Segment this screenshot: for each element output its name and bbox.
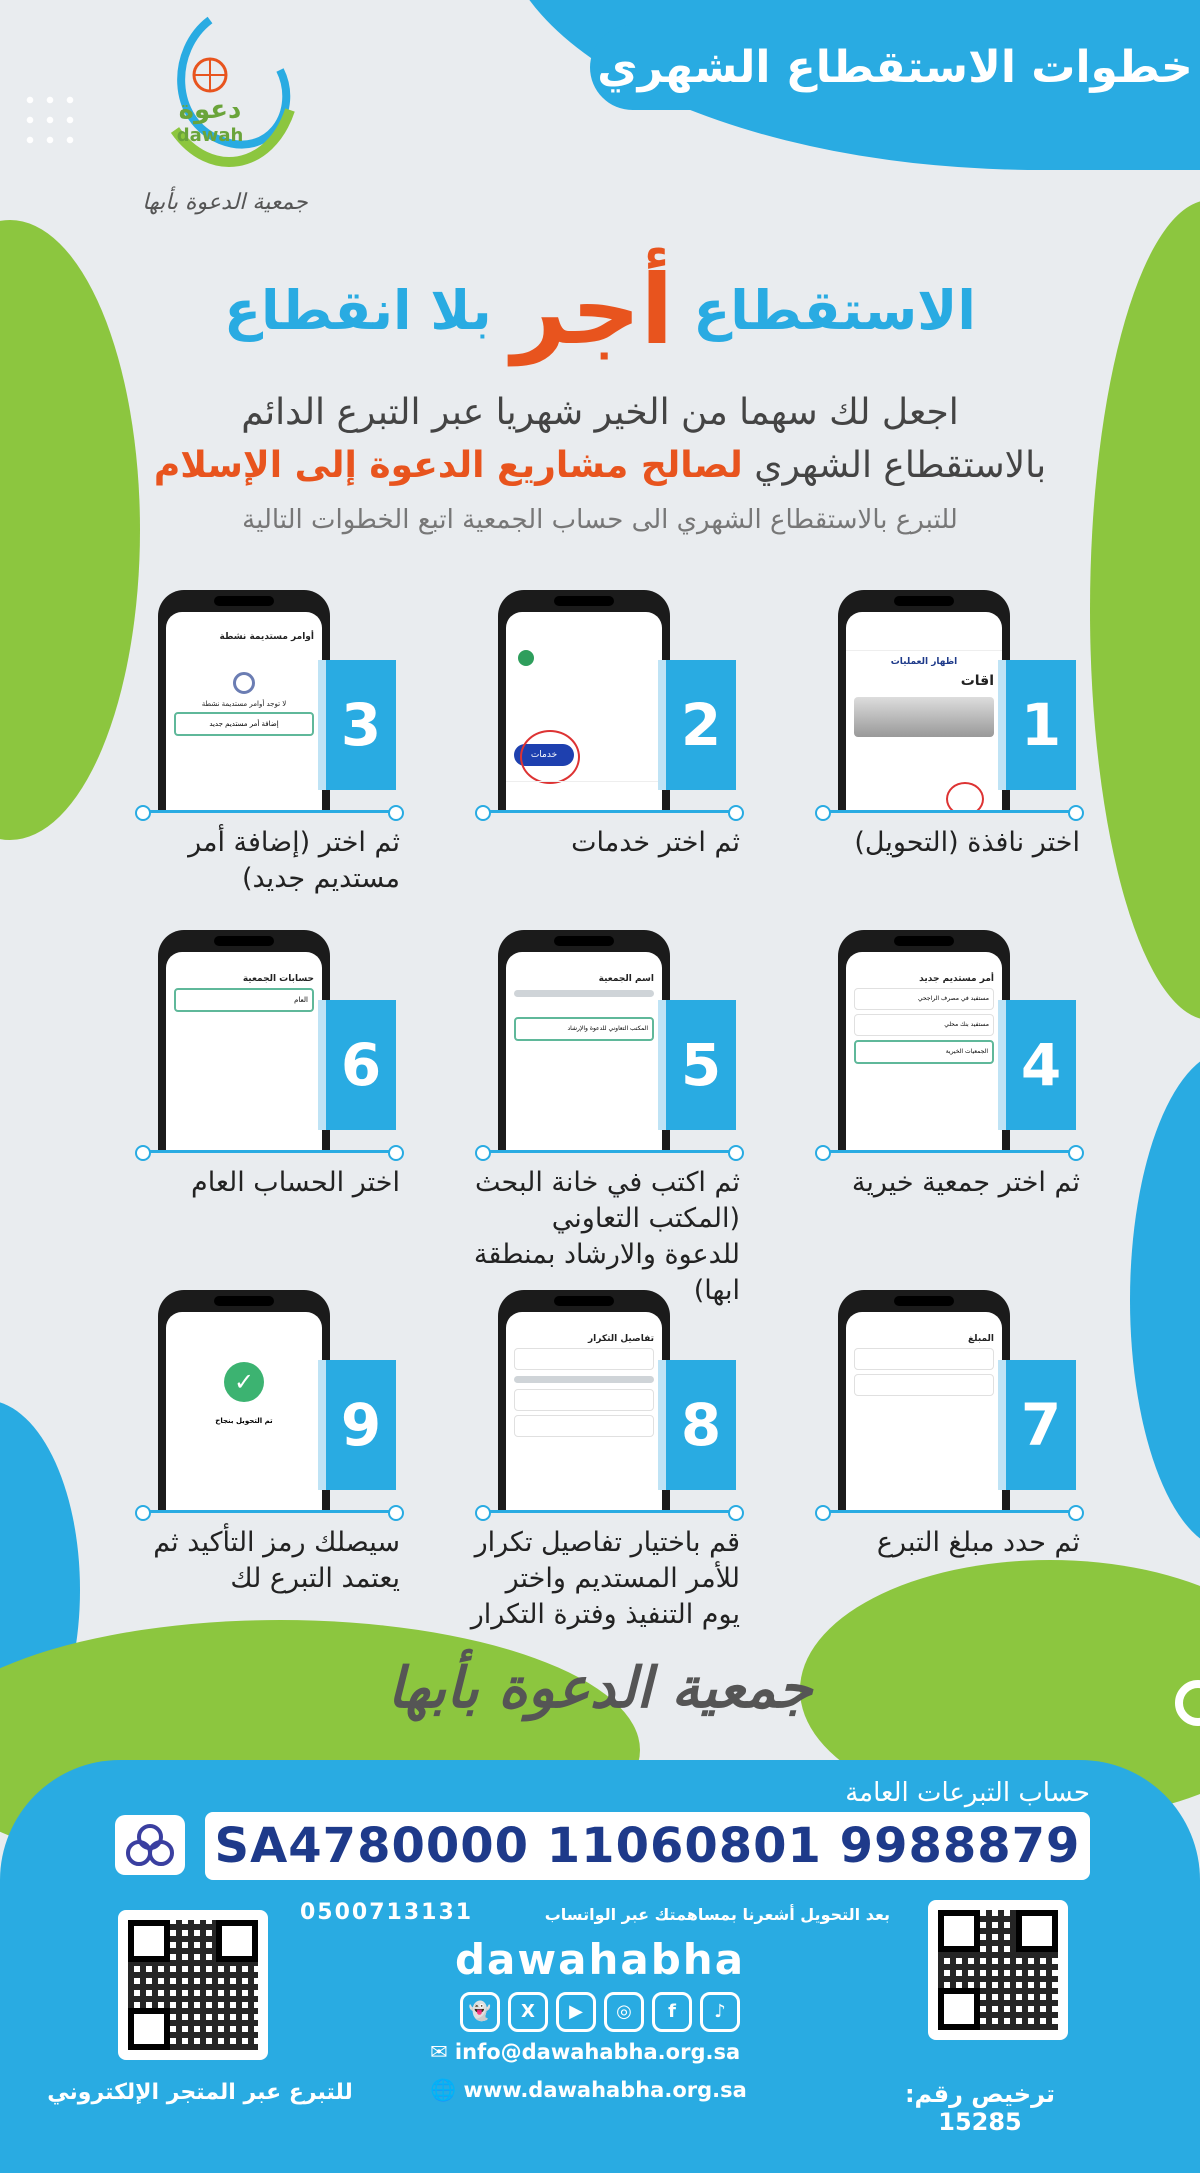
search-result-item[interactable]: المكتب التعاوني للدعوة والإرشاد [514,1017,654,1041]
avatar [518,650,534,666]
page-title: خطوات الاستقطاع الشهري [590,25,1200,110]
list-item[interactable]: مستفيد في مصرف الراجحي [854,988,994,1010]
phone-screen [166,1312,322,1512]
step-number-tab [1006,660,1076,790]
amount-field[interactable] [854,1348,994,1370]
whatsapp-note: بعد التحويل أشعرنا بمساهمتك عبر الواتساب [544,1905,890,1924]
step-number-tab [326,660,396,790]
step-divider [140,1150,398,1153]
license-number: ترخيص رقم: 15285 [904,2080,1056,2136]
screen-title: اسم الجمعية [598,974,654,984]
phone-screen [166,612,322,812]
phone-number[interactable]: 0500713131 [300,1900,474,1925]
step-card-8 [470,1290,810,1630]
highlight-circle-icon [520,730,580,784]
screen-title: حسابات الجمعية [242,974,314,984]
list-item[interactable]: مستفيد بنك محلي [854,1014,994,1036]
step-number: 3 [340,691,382,759]
phone-mockup [498,1290,670,1512]
hero-line3-b: لصالح مشاريع الدعوة إلى الإسلام [153,445,743,486]
step-card-4 [820,930,1150,1260]
step-number-tab [1006,1000,1076,1130]
logo-text: دعوة [178,95,242,125]
phone-screen [846,952,1002,1152]
iban-number[interactable]: SA4780000 11060801 9988879 [205,1812,1090,1880]
step-divider [140,1510,398,1513]
hero-title-big: أجر [511,254,674,366]
step-number: 8 [680,1391,722,1459]
step-text: ثم اكتب في خانة البحث (المكتب التعاوني للدعوة والارشاد بمنطقة ابها) [473,1167,740,1306]
step-card-2 [480,590,810,920]
end-date-field[interactable] [514,1415,654,1437]
step-number: 7 [1020,1391,1062,1459]
step-card-3 [140,590,470,920]
phone-mockup [498,590,670,812]
step-number: 2 [680,691,722,759]
tiktok-icon[interactable]: ♪ [700,1992,740,2032]
globe-icon: 🌐 [430,2078,457,2102]
step-text: ثم حدد مبلغ التبرع [876,1527,1080,1558]
step-text: سيصلك رمز التأكيد ثم يعتمد التبرع لك [153,1527,400,1594]
step-number-tab [666,660,736,790]
instagram-icon[interactable]: ◎ [604,1992,644,2032]
screen-title: أوامر مستديمة نشطة [219,632,314,642]
phone-mockup [838,1290,1010,1512]
phone-mockup [838,590,1010,812]
bank-logo-icon [115,1815,185,1875]
social-icons [455,1992,745,2032]
phone-screen [506,952,662,1152]
step-number: 4 [1020,1031,1062,1099]
email-icon: ✉ [430,2040,448,2064]
step-text: اختر نافذة (التحويل) [854,827,1080,858]
step-card-9 [140,1290,470,1620]
hero-title [0,255,1200,365]
phone-screen [846,1312,1002,1512]
step-number: 5 [680,1031,722,1099]
hero-line4: للتبرع بالاستقطاع الشهري الى حساب الجمعية اتبع الخطوات التالية [242,505,958,535]
screen-label: اقات [960,673,994,689]
footer-signature: جمعية الدعوة بأبها [387,1655,813,1721]
step-card-6 [140,930,470,1260]
step-number-tab [326,1000,396,1130]
step-divider [140,810,398,813]
brand-name: dawahabha [454,1935,746,1984]
hero-title-right: الاستقطاع [693,278,976,342]
highlight-circle-icon [946,782,984,812]
success-message: تم التحويل بنجاح [215,1417,273,1425]
screen-message: لا توجد أوامر مستديمة نشطة [201,700,287,708]
store-note: للتبرع عبر المتجر الإلكتروني [47,2080,353,2105]
services-button[interactable]: خدمات [514,744,574,766]
phone-mockup [838,930,1010,1152]
step-number: 9 [340,1391,382,1459]
email-row [430,2040,830,2064]
step-number-tab [1006,1360,1076,1490]
step-card-1 [820,590,1150,920]
step-number: 6 [340,1031,382,1099]
add-standing-order-button[interactable]: إضافة أمر مستديم جديد [174,712,314,736]
email-link[interactable]: info@dawahabha.org.sa [454,2040,741,2064]
logo-subtext: dawah [176,125,244,146]
screen-title: تفاصيل التكرار [587,1334,654,1344]
qr-code-whatsapp[interactable] [928,1900,1068,2040]
step-text: ثم اختر جمعية خيرية [851,1167,1080,1198]
step-text: ثم اختر خدمات [571,827,740,858]
bottom-nav [506,781,662,812]
account-item[interactable]: العام [174,988,314,1012]
youtube-icon[interactable]: ▶ [556,1992,596,2032]
hero-title-left: بلا انقطاع [224,278,492,342]
step-number-tab [326,1360,396,1490]
x-icon[interactable]: X [508,1992,548,2032]
logo [150,10,300,180]
phone-screen [166,952,322,1152]
hero-line3-a: بالاستقطاع الشهري [754,445,1047,486]
phone-mockup [158,1290,330,1512]
step-divider [820,810,1078,813]
hero-line3 [0,445,1200,486]
phone-mockup [158,930,330,1152]
website-link[interactable]: www.dawahabha.org.sa [463,2078,747,2102]
dot-grid [20,90,80,150]
step-text: ثم اختر (إضافة أمر مستديم جديد) [188,827,400,894]
step-card-5 [473,930,810,1306]
header-org-signature: جمعية الدعوة بأبها [142,190,308,215]
website-row [430,2078,830,2103]
step-divider [480,1150,738,1153]
qr-code-store[interactable] [118,1910,268,2060]
success-check-icon: ✓ [224,1362,264,1402]
step-divider [480,1510,738,1513]
step-text: اختر الحساب العام [191,1167,400,1198]
step-number: 1 [1020,691,1062,759]
snapchat-icon[interactable]: 👻 [460,1992,500,2032]
hero-line2: اجعل لك سهما من الخير شهريا عبر التبرع الدائم [241,392,959,433]
step-divider [480,810,738,813]
screen-title: أمر مستديم جديد [919,974,994,984]
step-text: قم باختيار تفاصيل تكرار للأمر المستديم واختر يوم التنفيذ وفترة التكرار [470,1527,740,1630]
phone-mockup [498,930,670,1152]
phone-screen [506,612,662,812]
step-number-tab [666,1360,736,1490]
phone-mockup [158,590,330,812]
screen-title: المبلغ [968,1334,994,1344]
phone-screen [506,1312,662,1512]
notes-field[interactable] [854,1374,994,1396]
account-label: حساب التبرعات العامة [845,1778,1090,1808]
facebook-icon[interactable]: f [652,1992,692,2032]
step-card-7 [820,1290,1150,1620]
screen-title: اظهار العمليات [890,657,958,667]
step-divider [820,1150,1078,1153]
list-item[interactable]: الجمعيات الخيرية [854,1040,994,1064]
step-number-tab [666,1000,736,1130]
phone-screen [846,612,1002,812]
frequency-field[interactable] [514,1348,654,1370]
start-date-field[interactable] [514,1389,654,1411]
step-divider [820,1510,1078,1513]
